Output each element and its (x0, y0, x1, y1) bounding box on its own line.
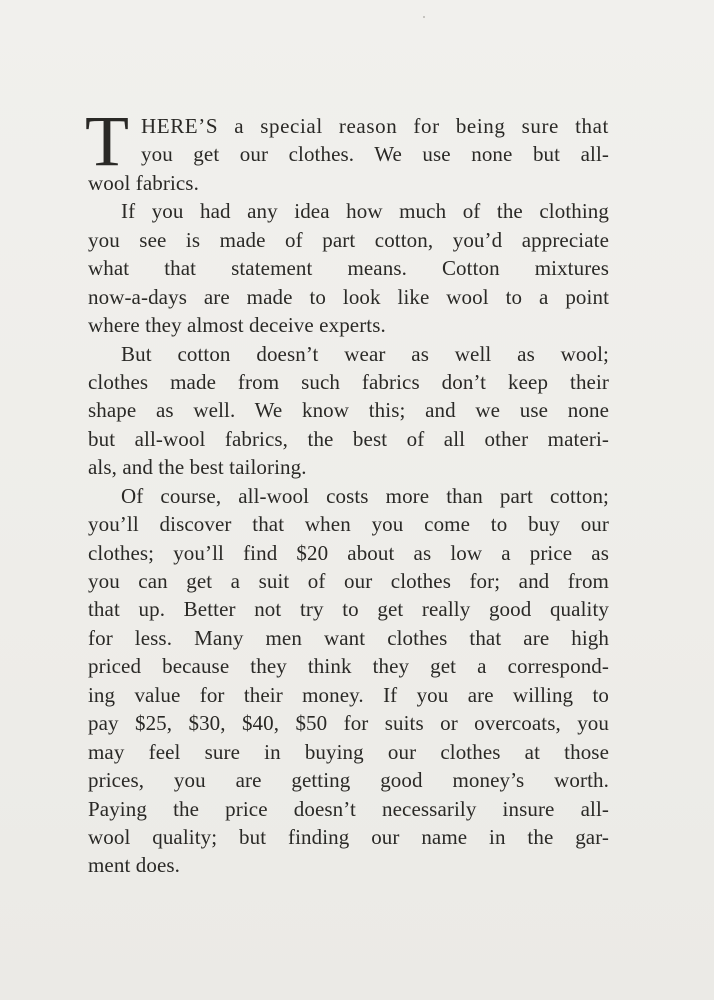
text-line: you’ll discover that when you come to buy our (88, 512, 609, 537)
paragraph-3 (88, 340, 609, 482)
text-line: where they almost deceive experts. (88, 313, 386, 338)
text-line: priced because they think they get a correspond- (88, 654, 609, 679)
text-line: now-a-days are made to look like wool to a point (88, 284, 609, 309)
text-line: pay $25, $30, $40, $50 for suits or overcoats, you (88, 711, 609, 736)
paragraph-4 (88, 482, 609, 880)
text-line: what that statement means. Cotton mixtures (88, 256, 609, 281)
drop-cap: T (85, 101, 130, 181)
paragraph-2 (88, 197, 609, 339)
text-line: for less. Many men want clothes that are high (88, 625, 609, 650)
text-line: clothes; you’ll find $20 about as low a price as (88, 540, 609, 565)
text-line: Paying the price doesn’t necessarily insure all- (88, 796, 609, 821)
text-line: but all-wool fabrics, the best of all other materi- (88, 426, 609, 451)
text-line: you get our clothes. We use none but all- (141, 142, 609, 167)
text-line: als, and the best tailoring. (88, 455, 307, 480)
text-line: wool fabrics. (88, 170, 199, 195)
text-line: If you had any idea how much of the clothing (121, 199, 609, 224)
text-line: ment does. (88, 853, 180, 878)
text-line: Of course, all-wool costs more than part cotton; (121, 483, 609, 508)
text-line: may feel sure in buying our clothes at those (88, 739, 609, 764)
paper-speck (423, 16, 425, 18)
paragraph-1 (88, 112, 609, 197)
text-line: prices, you are getting good money’s worth. (88, 768, 609, 793)
text-line: shape as well. We know this; and we use none (88, 398, 609, 423)
text-line: that up. Better not try to get really good quality (88, 597, 609, 622)
text-line: you see is made of part cotton, you’d appreciate (88, 227, 609, 252)
text-line: But cotton doesn’t wear as well as wool; (121, 341, 609, 366)
text-line: HERE’S a special reason for being sure that (141, 114, 609, 138)
text-line: ing value for their money. If you are willing to (88, 682, 609, 707)
body-text (85, 101, 609, 880)
text-line: clothes made from such fabrics don’t keep their (88, 369, 609, 394)
text-line: you can get a suit of our clothes for; and from (88, 569, 609, 593)
text-line: wool quality; but finding our name in the gar- (88, 824, 609, 849)
